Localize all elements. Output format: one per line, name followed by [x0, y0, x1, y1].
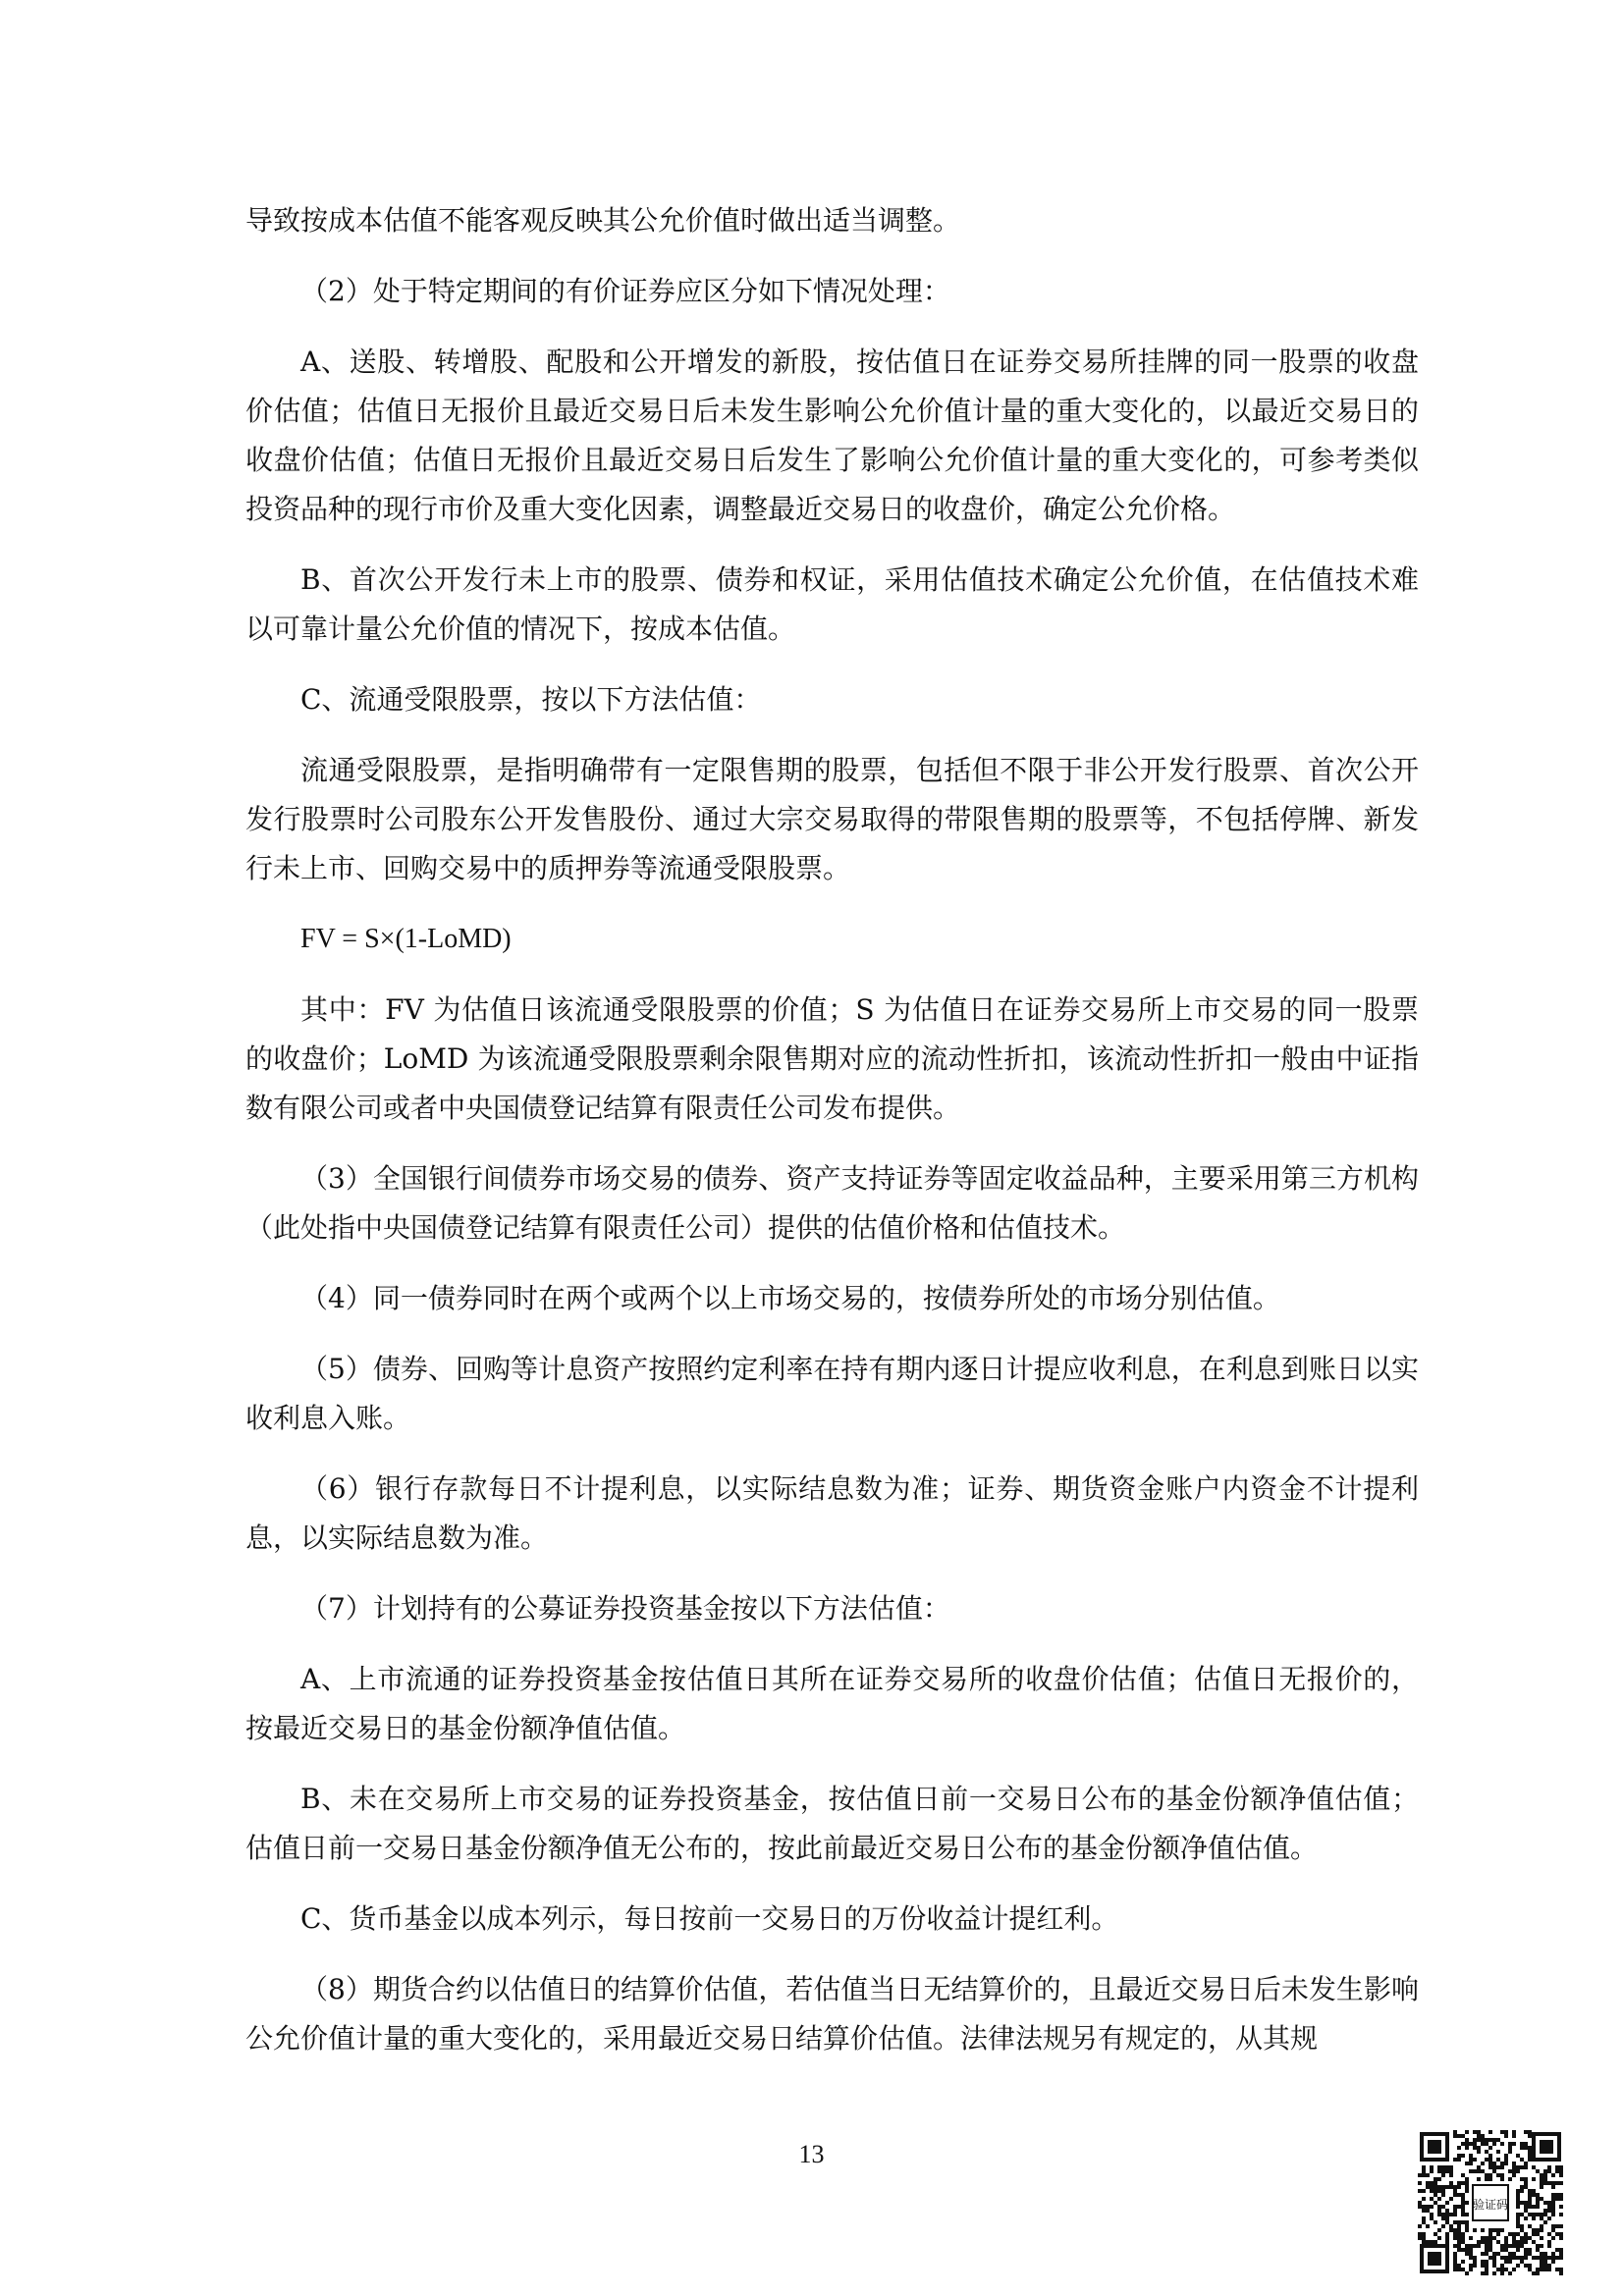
page-number: 13	[798, 2140, 825, 2168]
svg-text:验证码: 验证码	[1472, 2198, 1509, 2212]
paragraph: （2）处于特定期间的有价证券应区分如下情况处理：	[300, 275, 950, 307]
paragraph: 导致按成本估值不能客观反映其公允价值时做出适当调整。	[245, 204, 961, 237]
paragraph: （6）银行存款每日不计提利息，以实际结息数为准；证券、期货资金账户内资金不计提利息，以实际结息数为准。	[245, 1472, 1419, 1554]
paragraph: （7）计划持有的公募证券投资基金按以下方法估值：	[300, 1592, 950, 1625]
paragraph: （3）全国银行间债券市场交易的债券、资产支持证券等固定收益品种，主要采用第三方机构（此处指中央国债登记结算有限责任公司）提供的估值价格和估值技术。	[245, 1162, 1419, 1244]
paragraph: B、首次公开发行未上市的股票、债券和权证，采用估值技术确定公允价值，在估值技术难以可靠计量公允价值的情况下，按成本估值。	[245, 563, 1419, 645]
paragraph: B、未在交易所上市交易的证券投资基金，按估值日前一交易日公布的基金份额净值估值；估值日前一交易日基金份额净值无公布的，按此前最近交易日公布的基金份额净值估值。	[245, 1783, 1419, 1864]
paragraph: C、货币基金以成本列示，每日按前一交易日的万份收益计提红利。	[300, 1902, 1119, 1935]
paragraph: 其中：FV 为估值日该流通受限股票的价值；S 为估值日在证券交易所上市交易的同一股票的收盘价；LoMD 为该流通受限股票剩余限售期对应的流动性折扣，该流动性折扣一般由中证指数有限公司或者中央国债登记结算有限责任公司发布提供。	[245, 993, 1419, 1124]
paragraph: A、上市流通的证券投资基金按估值日其所在证券交易所的收盘价估值；估值日无报价的，按最近交易日的基金份额净值估值。	[245, 1663, 1419, 1744]
paragraph: （8）期货合约以估值日的结算价估值，若估值当日无结算价的，且最近交易日后未发生影响公允价值计量的重大变化的，采用最近交易日结算价估值。法律法规另有规定的，从其规	[245, 1973, 1419, 2055]
body-text	[245, 196, 1419, 2085]
qr-code-icon	[1418, 2130, 1563, 2275]
paragraph: （4）同一债券同时在两个或两个以上市场交易的，按债券所处的市场分别估值。	[300, 1282, 1280, 1314]
paragraph: A、送股、转增股、配股和公开增发的新股，按估值日在证券交易所挂牌的同一股票的收盘价估值；估值日无报价且最近交易日后未发生影响公允价值计量的重大变化的，以最近交易日的收盘价估值；估值日无报价且最近交易日后发生了影响公允价值计量的重大变化的，可参考类似投资品种的现行市价及重大变化因素，调整最近交易日的收盘价，确定公允价格。	[245, 346, 1419, 525]
paragraph: C、流通受限股票，按以下方法估值：	[300, 683, 762, 716]
formula: FV = S×(1-LoMD)	[300, 924, 512, 954]
paragraph: （5）债券、回购等计息资产按照约定利率在持有期内逐日计提应收利息，在利息到账日以实收利息入账。	[245, 1353, 1419, 1434]
paragraph: 流通受限股票，是指明确带有一定限售期的股票，包括但不限于非公开发行股票、首次公开发行股票时公司股东公开发售股份、通过大宗交易取得的带限售期的股票等，不包括停牌、新发行未上市、回购交易中的质押券等流通受限股票。	[245, 754, 1419, 884]
